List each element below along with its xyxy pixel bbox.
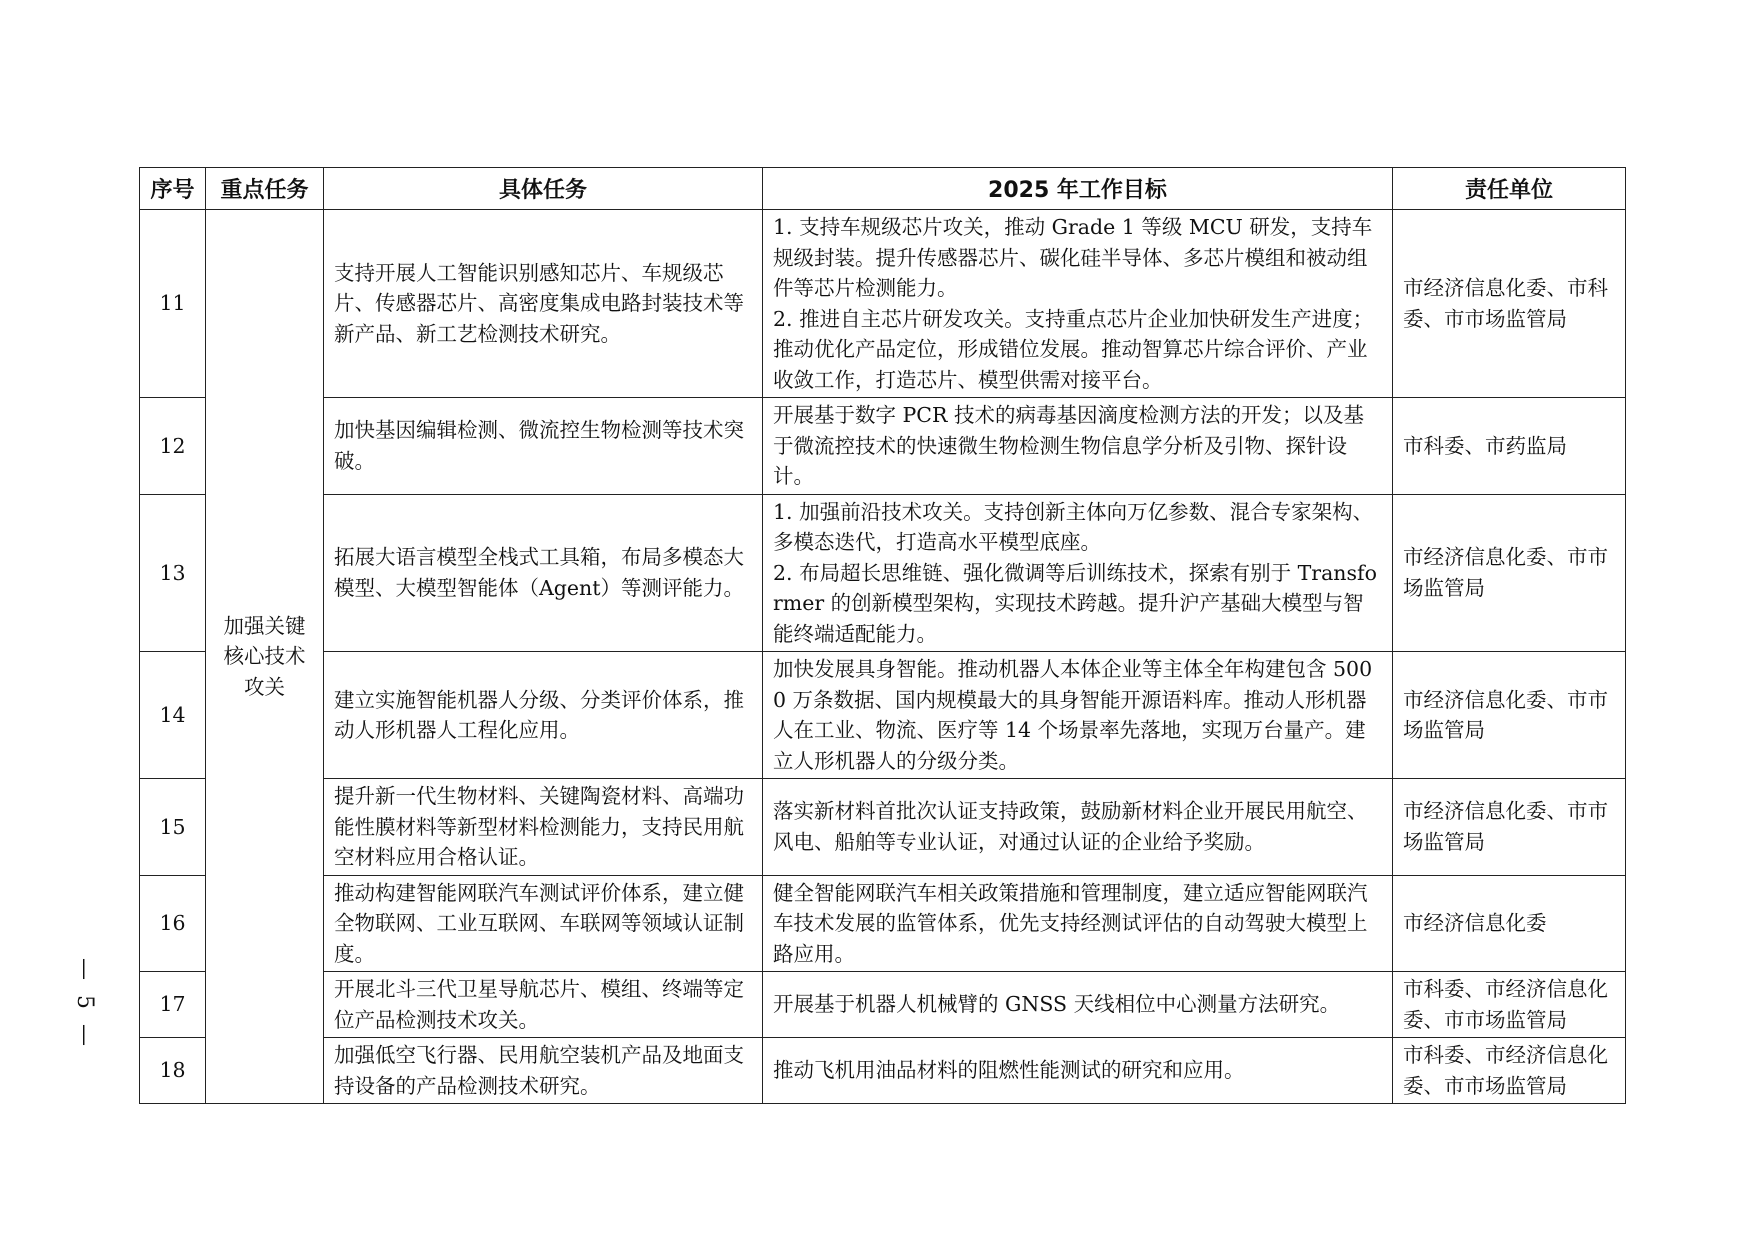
- responsible-unit: 市科委、市经济信息化委、市市场监管局: [1393, 972, 1626, 1038]
- responsible-unit: 市科委、市药监局: [1393, 398, 1626, 495]
- header-number: 序号: [140, 168, 206, 210]
- responsible-unit: 市经济信息化委、市市场监管局: [1393, 494, 1626, 652]
- table-row: [140, 875, 1626, 972]
- goal-item: 1. 支持车规级芯片攻关，推动 Grade 1 等级 MCU 研发，支持车规级封装。提升传感器芯片、碳化硅半导体、多芯片模组和被动组件等芯片检测能力。: [773, 215, 1373, 300]
- goal-item: 推动飞机用油品材料的阻燃性能测试的研究和应用。: [773, 1058, 1245, 1083]
- row-number: 17: [140, 972, 206, 1038]
- specific-task: 加快基因编辑检测、微流控生物检测等技术突破。: [324, 398, 763, 495]
- goal-item: 1. 加强前沿技术攻关。支持创新主体向万亿参数、混合专家架构、多模态迭代，打造高水平模型底座。: [773, 499, 1374, 554]
- table-row: [140, 652, 1626, 779]
- responsible-unit: 市经济信息化委、市市场监管局: [1393, 779, 1626, 876]
- specific-task: 支持开展人工智能识别感知芯片、车规级芯片、传感器芯片、高密度集成电路封装技术等新产品、新工艺检测技术研究。: [324, 210, 763, 398]
- row-number: 13: [140, 494, 206, 652]
- goal-item: 健全智能网联汽车相关政策措施和管理制度，建立适应智能网联汽车技术发展的监管体系，优先支持经测试评估的自动驾驶大模型上路应用。: [773, 880, 1368, 966]
- table-row: [140, 398, 1626, 495]
- header-work-goal: 2025 年工作目标: [763, 168, 1393, 210]
- table-row: [140, 972, 1626, 1038]
- responsible-unit: 市经济信息化委、市市场监管局: [1393, 652, 1626, 779]
- goal-item: 落实新材料首批次认证支持政策，鼓励新材料企业开展民用航空、风电、船舶等专业认证，对通过认证的企业给予奖励。: [773, 799, 1368, 854]
- table-row: [140, 779, 1626, 876]
- table-row: [140, 1038, 1626, 1104]
- specific-task: 提升新一代生物材料、关键陶瓷材料、高端功能性膜材料等新型材料检测能力，支持民用航空材料应用合格认证。: [324, 779, 763, 876]
- goal-item: 开展基于机器人机械臂的 GNSS 天线相位中心测量方法研究。: [773, 992, 1341, 1017]
- work-goal: [763, 210, 1393, 398]
- work-goal: [763, 1038, 1393, 1104]
- work-goal: [763, 494, 1393, 652]
- goal-item: 开展基于数字 PCR 技术的病毒基因滴度检测方法的开发；以及基于微流控技术的快速微生物检测生物信息学分析及引物、探针设计。: [773, 403, 1364, 488]
- row-number: 14: [140, 652, 206, 779]
- goal-item: 2. 布局超长思维链、强化微调等后训练技术，探索有别于 Transformer 的创新模型架构，实现技术跨越。提升沪产基础大模型与智能终端适配能力。: [773, 560, 1377, 646]
- work-goal: [763, 398, 1393, 495]
- table-row: [140, 210, 1626, 398]
- header-responsible-unit: 责任单位: [1393, 168, 1626, 210]
- row-number: 11: [140, 210, 206, 398]
- row-number: 16: [140, 875, 206, 972]
- work-goal: [763, 875, 1393, 972]
- responsible-unit: 市经济信息化委、市科委、市市场监管局: [1393, 210, 1626, 398]
- specific-task: 拓展大语言模型全栈式工具箱，布局多模态大模型、大模型智能体（Agent）等测评能力。: [324, 494, 763, 652]
- specific-task: 加强低空飞行器、民用航空装机产品及地面支持设备的产品检测技术研究。: [324, 1038, 763, 1104]
- work-goal: [763, 779, 1393, 876]
- header-key-task: 重点任务: [206, 168, 324, 210]
- specific-task: 建立实施智能机器人分级、分类评价体系，推动人形机器人工程化应用。: [324, 652, 763, 779]
- key-task-cell: 加强关键核心技术攻关: [206, 210, 324, 1104]
- specific-task: 开展北斗三代卫星导航芯片、模组、终端等定位产品检测技术攻关。: [324, 972, 763, 1038]
- goal-item: 2. 推进自主芯片研发攻关。支持重点芯片企业加快研发生产进度；推动优化产品定位，形成错位发展。推动智算芯片综合评价、产业收敛工作，打造芯片、模型供需对接平台。: [773, 306, 1374, 392]
- row-number: 18: [140, 1038, 206, 1104]
- page-number: — 5 —: [72, 958, 97, 1050]
- row-number: 15: [140, 779, 206, 876]
- work-goal: [763, 972, 1393, 1038]
- row-number: 12: [140, 398, 206, 495]
- responsible-unit: 市经济信息化委: [1393, 875, 1626, 972]
- work-goal: [763, 652, 1393, 779]
- header-specific-task: 具体任务: [324, 168, 763, 210]
- task-table: [139, 167, 1626, 1104]
- specific-task: 推动构建智能网联汽车测试评价体系，建立健全物联网、工业互联网、车联网等领域认证制度。: [324, 875, 763, 972]
- goal-item: 加快发展具身智能。推动机器人本体企业等主体全年构建包含 5000 万条数据、国内规模最大的具身智能开源语料库。推动人形机器人在工业、物流、医疗等 14 个场景率先落地，实现万台量产。建立人形机器人的分级分类。: [773, 657, 1373, 773]
- responsible-unit: 市科委、市经济信息化委、市市场监管局: [1393, 1038, 1626, 1104]
- table-row: [140, 494, 1626, 652]
- header-row: [140, 168, 1626, 210]
